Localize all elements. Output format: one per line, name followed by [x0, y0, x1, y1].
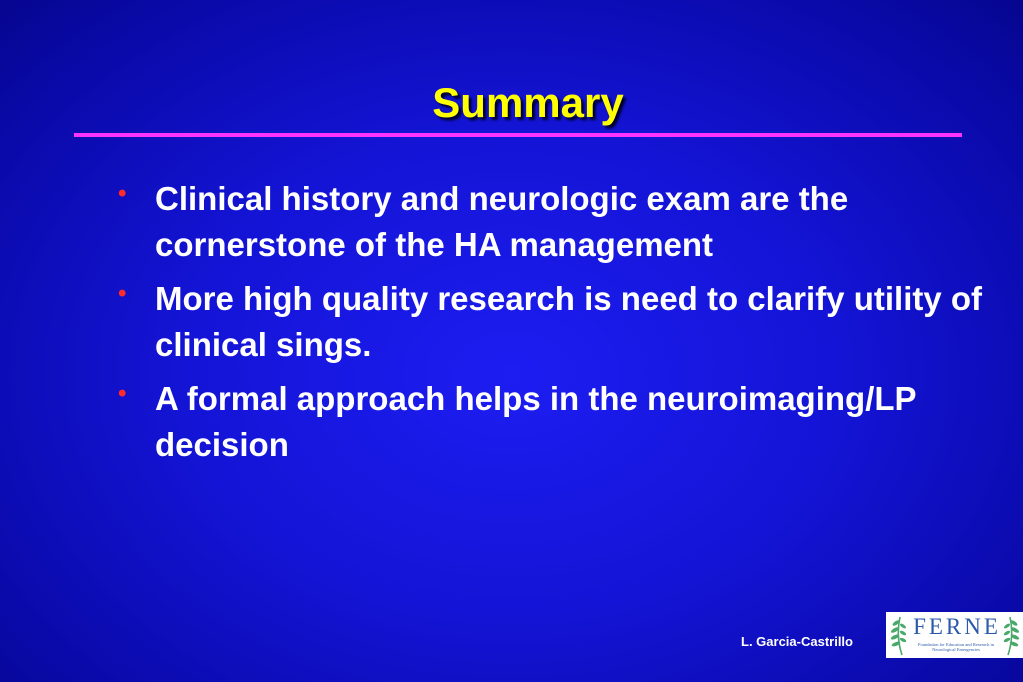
bullet-item — [116, 376, 996, 468]
logo-wordmark: FERNE — [913, 614, 1001, 639]
title-divider — [74, 133, 962, 137]
bullet-text: More high quality research is need to clarify utility of clinical sings. — [155, 280, 983, 363]
laurel-branch-icon — [1002, 613, 1022, 657]
author-credit: L. Garcia-Castrillo — [741, 634, 853, 649]
bullet-item — [116, 176, 996, 268]
bullet-text: A formal approach helps in the neuroimaging/LP decision — [155, 380, 916, 463]
bullet-dot-icon: • — [118, 380, 127, 407]
bullet-dot-icon: • — [118, 180, 127, 207]
bullet-text: Clinical history and neurologic exam are the cornerstone of the HA management — [155, 180, 849, 263]
slide-title: Summary — [432, 79, 624, 126]
ferne-logo — [886, 612, 1023, 658]
bullet-item — [116, 276, 996, 368]
bullet-list — [116, 176, 996, 476]
logo-tagline: Foundation for Education and Research in Neurological Emergencies — [917, 642, 995, 652]
bullet-dot-icon: • — [118, 280, 127, 307]
